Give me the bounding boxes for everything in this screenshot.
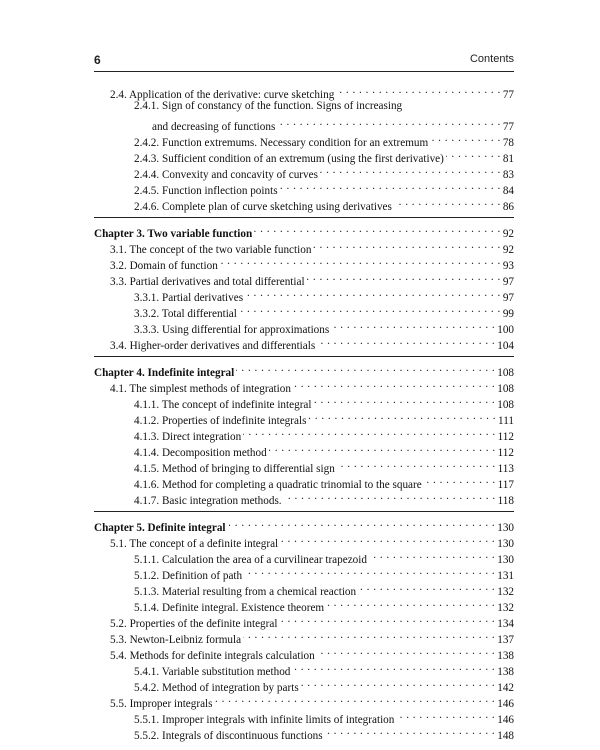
dot-leader <box>220 253 501 269</box>
toc-entry-page: 93 <box>502 260 514 272</box>
dot-leader <box>446 146 501 162</box>
dot-leader <box>326 595 495 611</box>
toc-entry-page: 142 <box>497 682 514 694</box>
running-title: Contents <box>469 53 514 65</box>
dot-leader <box>325 723 496 739</box>
toc-entry-title: 5.1.3. Material resulting from a chemical reaction <box>134 586 357 598</box>
toc-entry-page: 99 <box>502 308 514 320</box>
dot-leader <box>243 424 495 440</box>
toc-entry-title: 2.4.5. Function inflection points <box>134 185 278 197</box>
dot-leader <box>317 643 495 659</box>
dot-leader <box>317 333 495 349</box>
toc-entry-title: 3.2. Domain of function <box>110 260 218 272</box>
toc-entry-page: 118 <box>497 495 514 507</box>
dot-leader <box>239 301 501 317</box>
toc-entry-title: 5.1.2. Definition of path <box>134 570 243 582</box>
dot-leader <box>394 194 501 210</box>
toc-entry-page: 108 <box>497 399 514 411</box>
dot-leader <box>336 82 501 98</box>
toc-entry-page: 92 <box>502 244 514 256</box>
toc-entry-page: 100 <box>497 324 514 336</box>
dot-leader <box>293 376 495 392</box>
toc-entry-title: 4.1.1. The concept of indefinite integral <box>134 399 312 411</box>
toc-entry-title: 2.4.6. Complete plan of curve sketching using derivatives <box>134 201 392 213</box>
dot-leader <box>314 392 496 408</box>
toc-entry-title: 5.4. Methods for definite integrals calculation <box>110 650 315 662</box>
page-header <box>94 51 514 69</box>
toc-entry-page: 131 <box>497 570 514 582</box>
dot-leader <box>358 579 495 595</box>
chapter-separator <box>94 511 514 512</box>
toc-entry-page: 146 <box>497 698 514 710</box>
toc-entry-title: 3.4. Higher-order derivatives and differentials <box>110 340 316 352</box>
toc-entry-title: 4.1.4. Decomposition method <box>134 447 267 459</box>
dot-leader <box>308 408 496 424</box>
dot-leader <box>228 515 496 531</box>
toc-entry-page: 108 <box>497 383 514 395</box>
toc-entry-title: 3.1. The concept of the two variable function <box>110 244 312 256</box>
toc-entry-title: 3.3.2. Total differential <box>134 308 237 320</box>
dot-leader <box>313 237 500 253</box>
toc-entry-title: 3.3.1. Partial derivatives <box>134 292 244 304</box>
toc-entry-title: Chapter 4. Indefinite integral <box>94 367 235 379</box>
toc-entry-title: 3.3.3. Using differential for approximations <box>134 324 330 336</box>
toc-entry-page: 112 <box>497 447 514 459</box>
toc-entry-page: 132 <box>497 602 514 614</box>
dot-leader <box>301 675 496 691</box>
toc-entry-title: 5.3. Newton-Leibniz formula <box>110 634 242 646</box>
toc-entry-title: Chapter 3. Two variable function <box>94 228 253 240</box>
toc-entry-page: 137 <box>497 634 514 646</box>
toc-entry-page: 117 <box>497 479 514 491</box>
toc-entry-page: 77 <box>502 121 514 133</box>
toc-entry-title: 5.4.1. Variable substitution method <box>134 666 291 678</box>
dot-leader <box>307 269 501 285</box>
toc-entry-page: 130 <box>497 554 514 566</box>
dot-leader <box>280 531 495 547</box>
toc-entry-page: 130 <box>497 522 514 534</box>
dot-leader <box>279 611 495 627</box>
dot-leader <box>280 178 501 194</box>
dot-leader <box>292 659 495 675</box>
toc-entry-title: 2.4.2. Function extremums. Necessary condition for an extremum <box>134 137 429 149</box>
chapter-separator <box>94 217 514 218</box>
dot-leader <box>244 563 495 579</box>
toc-entry-page: 138 <box>497 666 514 678</box>
dot-leader <box>396 707 495 723</box>
dot-leader <box>430 130 501 146</box>
dot-leader <box>236 360 495 376</box>
toc-entry-title: 5.5.2. Integrals of discontinuous functions <box>134 730 323 742</box>
toc-entry-title: 3.3. Partial derivatives and total differential <box>110 276 305 288</box>
toc-entry-title: 5.5. Improper integrals <box>110 698 213 710</box>
toc-entry-title: 4.1.3. Direct integration <box>134 431 242 443</box>
dot-leader <box>337 456 496 472</box>
toc-entry-page: 83 <box>502 169 514 181</box>
toc-entry-title: 5.5.1. Improper integrals with infinite limits of integration <box>134 714 395 726</box>
toc-section-chapter-4 <box>94 356 514 507</box>
toc-entry[interactable] <box>94 82 514 101</box>
toc-entry-page: 148 <box>497 730 514 742</box>
toc-entry-title: 2.4. Application of the derivative: curve sketching <box>110 89 335 101</box>
toc-chapter-heading[interactable] <box>94 360 514 379</box>
table-of-contents <box>94 82 514 742</box>
toc-entry-page: 92 <box>502 228 514 240</box>
toc-entry-page: 86 <box>502 201 514 213</box>
dot-leader <box>245 285 501 301</box>
chapter-separator <box>94 356 514 357</box>
dot-leader <box>320 162 501 178</box>
toc-entry-page: 84 <box>502 185 514 197</box>
toc-entry-title: 4.1.2. Properties of indefinite integrals <box>134 415 307 427</box>
toc-entry-page: 113 <box>497 463 514 475</box>
toc-entry-title: 4.1.5. Method of bringing to differential sign <box>134 463 335 475</box>
toc-entry-title-continued: and decreasing of functions <box>152 121 276 133</box>
toc-entry-title: 5.2. Properties of the definite integral <box>110 618 278 630</box>
toc-entry-title: 5.1.1. Calculation the area of a curvilinear trapezoid <box>134 554 367 566</box>
toc-entry-title: 5.1. The concept of a definite integral <box>110 538 279 550</box>
toc-entry-title: 4.1.7. Basic integration methods. <box>134 495 282 507</box>
toc-section-chapter-5 <box>94 511 514 742</box>
toc-entry-page: 132 <box>497 586 514 598</box>
toc-entry-page: 104 <box>497 340 514 352</box>
toc-entry-page: 112 <box>497 431 514 443</box>
header-rule <box>94 71 514 72</box>
dot-leader <box>215 691 496 707</box>
toc-entry-title: 5.4.2. Method of integration by parts <box>134 682 299 694</box>
toc-chapter-heading[interactable] <box>94 515 514 534</box>
toc-entry-page: 130 <box>497 538 514 550</box>
toc-entry-title: 2.4.1. Sign of constancy of the function. Signs of increasing <box>134 100 403 112</box>
toc-entry-title: 2.4.4. Convexity and concavity of curves <box>134 169 318 181</box>
toc-entry-page: 97 <box>502 292 514 304</box>
toc-entry-title: 5.1.4. Definite integral. Existence theorem <box>134 602 325 614</box>
toc-entry-page: 134 <box>497 618 514 630</box>
page-number: 6 <box>94 53 101 67</box>
dot-leader <box>424 472 496 488</box>
toc-entry-page: 146 <box>497 714 514 726</box>
dot-leader <box>277 114 500 130</box>
dot-leader <box>369 547 495 563</box>
dot-leader <box>269 440 496 456</box>
dot-leader <box>331 317 495 333</box>
toc-entry-page: 97 <box>502 276 514 288</box>
toc-section-chapter-3 <box>94 217 514 352</box>
dot-leader <box>254 221 501 237</box>
toc-entry-title: 4.1.6. Method for completing a quadratic trinomial to the square <box>134 479 422 491</box>
toc-entry-page: 108 <box>497 367 514 379</box>
toc-entry-page: 77 <box>502 89 514 101</box>
toc-entry-page: 111 <box>498 415 514 427</box>
toc-entry-page: 138 <box>497 650 514 662</box>
toc-entry-title: 4.1. The simplest methods of integration <box>110 383 291 395</box>
dot-leader <box>284 488 496 504</box>
toc-entry-title: 2.4.3. Sufficient condition of an extremum (using the first derivative) <box>134 153 444 165</box>
toc-entry-title: Chapter 5. Definite integral <box>94 522 226 534</box>
toc-entry[interactable] <box>94 98 514 133</box>
dot-leader <box>243 627 495 643</box>
toc-section-chapter-2-continued <box>94 82 514 213</box>
toc-chapter-heading[interactable] <box>94 221 514 240</box>
toc-entry-page: 81 <box>502 153 514 165</box>
toc-entry-page: 78 <box>502 137 514 149</box>
